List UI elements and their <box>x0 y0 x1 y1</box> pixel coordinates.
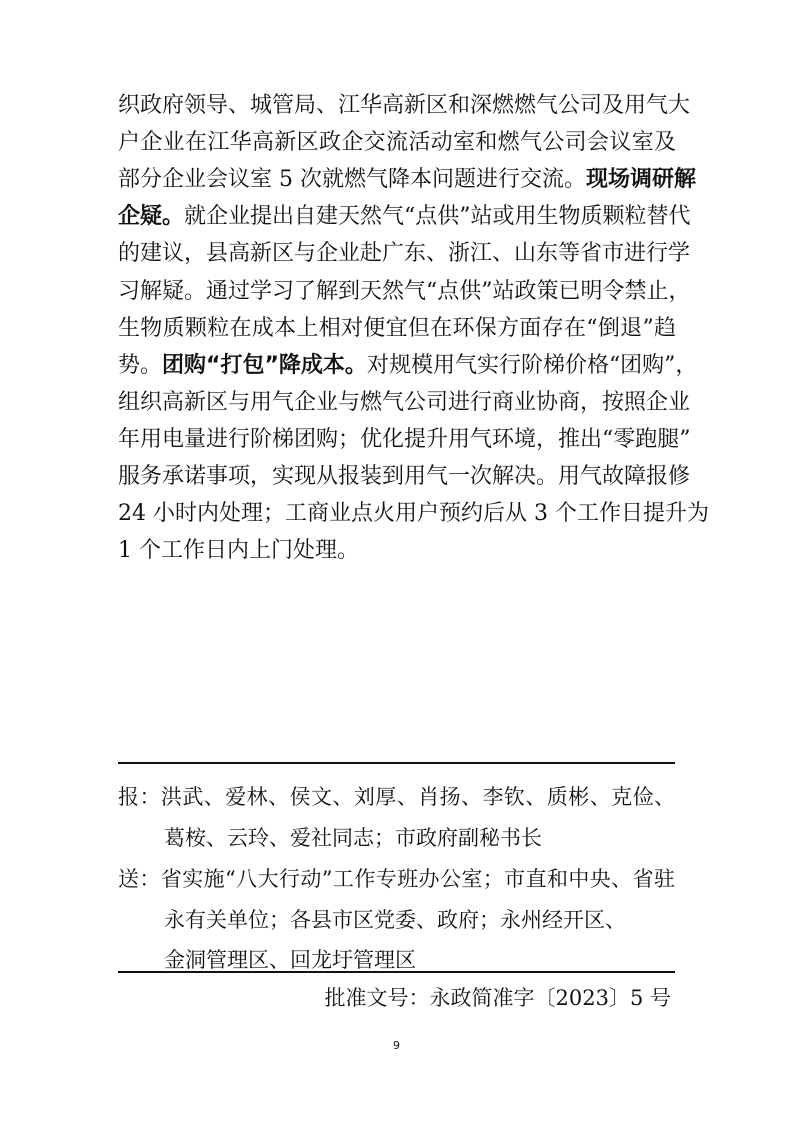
body-text: 势。 <box>118 353 163 378</box>
body-line <box>118 501 709 527</box>
body-line <box>118 241 691 267</box>
send-to-line <box>118 866 675 892</box>
report-recipients-1: 洪武、爱林、侯文、刘厚、肖扬、李钦、质彬、克俭、 <box>160 785 676 809</box>
bottom-divider <box>118 971 675 973</box>
body-text: 户企业在江华高新区政企交流活动室和燃气公司会议室及 <box>118 130 676 155</box>
top-divider <box>118 762 675 764</box>
body-text: 习解疑。通过学习了解到天然气“点供”站政策已明令禁止， <box>118 279 691 304</box>
body-line <box>118 390 691 416</box>
body-text: 织政府领导、城管局、江华高新区和深燃燃气公司及用气大 <box>118 93 691 118</box>
report-label: 报： <box>118 785 161 809</box>
page-number: 9 <box>393 1039 400 1052</box>
bold-heading-text: 团购“打包”降成本。 <box>162 353 367 378</box>
body-line <box>118 167 697 193</box>
body-text: 年用电量进行阶梯团购；优化提升用气环境，推出“零跑腿” <box>118 427 691 452</box>
body-text: 组织高新区与用气企业与燃气公司进行商业协商，按照企业 <box>118 390 691 415</box>
send-label: 送： <box>118 867 161 891</box>
body-text: 对规模用气实行阶梯价格“团购”， <box>366 353 698 378</box>
body-text: 1 个工作日内上门处理。 <box>118 538 359 563</box>
body-line <box>118 204 691 230</box>
body-line <box>118 130 676 156</box>
body-line <box>118 93 691 119</box>
body-text: 部分企业会议室 5 次就燃气降本问题进行交流。 <box>118 167 586 192</box>
send-recipients-2: 永有关单位；各县市区党委、政府；永州经开区、 <box>164 908 626 932</box>
body-line <box>118 464 691 490</box>
report-recipients-2: 葛桉、云玲、爱社同志；市政府副秘书长 <box>164 826 542 850</box>
body-text: 就企业提出自建天然气“点供”站或用生物质颗粒替代 <box>184 204 691 229</box>
body-text: 的建议，县高新区与企业赴广东、浙江、山东等省市进行学 <box>118 241 691 266</box>
body-line <box>118 279 691 305</box>
body-text: 服务承诺事项，实现从报装到用气一次解决。用气故障报修 <box>118 464 691 489</box>
send-recipients-1: 省实施“八大行动”工作专班办公室；市直和中央、省驻 <box>160 867 675 891</box>
bold-heading-text: 现场调研解 <box>586 167 697 192</box>
body-line <box>118 353 698 379</box>
body-text: 24 小时内处理；工商业点火用户预约后从 3 个工作日提升为 <box>118 501 709 526</box>
body-line <box>118 316 676 342</box>
approval-number: 批准文号：永政简准字〔2023〕5 号 <box>324 986 671 1010</box>
send-recipients-3: 金洞管理区、回龙圩管理区 <box>164 948 416 972</box>
body-line <box>118 427 691 453</box>
body-line <box>118 538 676 564</box>
body-text: 生物质颗粒在成本上相对便宜但在环保方面存在“倒退”趋 <box>118 316 676 341</box>
report-to-line <box>118 784 675 810</box>
bold-heading-text: 企疑。 <box>118 204 185 229</box>
